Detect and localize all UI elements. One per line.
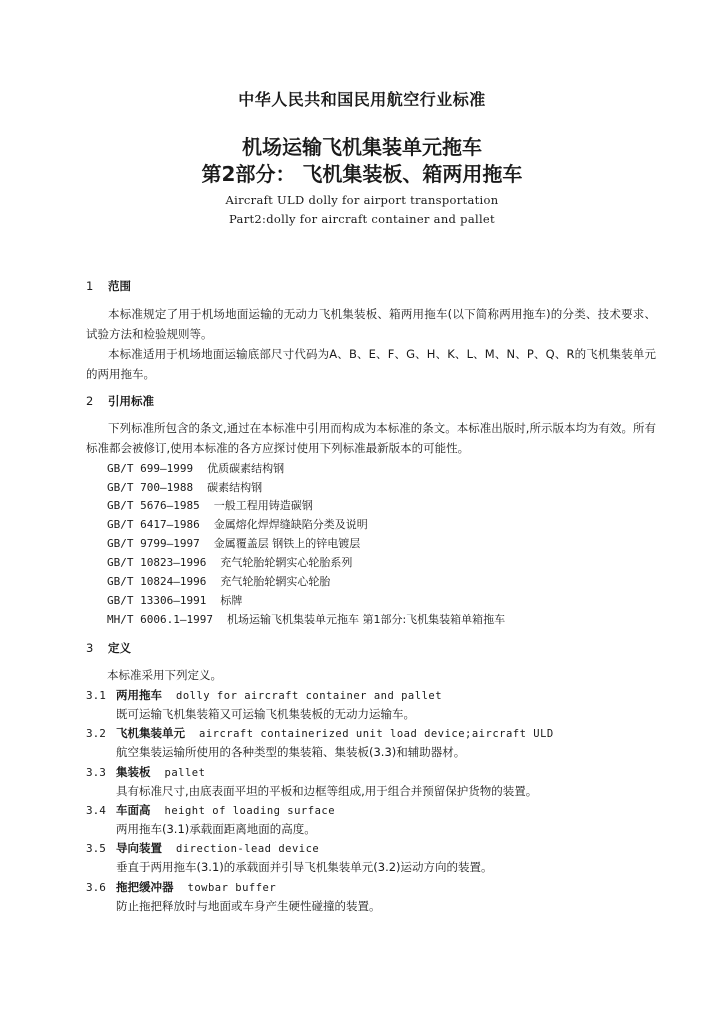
term-definition: 防止拖把释放时与地面或车身产生硬性碰撞的装置。 xyxy=(116,899,381,913)
term-number: 3.1 xyxy=(86,689,106,702)
section-heading-references xyxy=(86,393,154,409)
term-definition: 既可运输飞机集装箱又可运输飞机集装板的无动力运输车。 xyxy=(116,707,415,721)
term-number: 3.6 xyxy=(86,881,106,894)
term-chinese: 集装板 xyxy=(116,765,151,779)
section-title: 引用标准 xyxy=(108,394,155,408)
section-number: 3 xyxy=(86,641,94,655)
scope-paragraph-2: 本标准适用于机场地面运输底部尺寸代码为A、B、E、F、G、H、K、L、M、N、P、Q、R的飞机集装单元的两用拖车。 xyxy=(86,347,656,381)
term-english: dolly for aircraft container and pallet xyxy=(176,690,443,702)
references-paragraph: 下列标准所包含的条文,通过在本标准中引用而构成为本标准的条文。本标准出版时,所示版本均为有效。所有标准都会被修订,使用本标准的各方应探讨使用下列标准最新版本的可能性。 xyxy=(86,421,656,455)
term-heading xyxy=(86,764,205,780)
term-heading xyxy=(86,802,335,818)
term-heading xyxy=(86,879,276,895)
term-chinese: 两用拖车 xyxy=(116,688,162,702)
term-chinese: 拖把缓冲器 xyxy=(116,880,174,894)
term-heading xyxy=(86,725,554,741)
reference-item xyxy=(107,460,284,476)
english-title-line2: Part2:dolly for aircraft container and pallet xyxy=(229,212,495,226)
term-definition: 垂直于两用拖车(3.1)的承载面并引导飞机集装单元(3.2)运动方向的装置。 xyxy=(116,860,493,874)
reference-code: MH/T 6006.1—1997 xyxy=(107,613,213,626)
reference-item xyxy=(107,497,313,513)
reference-title: 优质碳素结构钢 xyxy=(207,462,285,475)
term-number: 3.2 xyxy=(86,727,106,740)
reference-code: GB/T 700—1988 xyxy=(107,481,194,494)
reference-code: GB/T 699—1999 xyxy=(107,462,194,475)
term-english: height of loading surface xyxy=(164,805,336,817)
term-english: aircraft containerized unit load device;aircraft ULD xyxy=(199,728,554,740)
term-english: pallet xyxy=(164,767,206,779)
section-heading-definitions xyxy=(86,640,131,656)
reference-code: GB/T 10823—1996 xyxy=(107,556,207,569)
reference-item xyxy=(107,592,242,608)
document-title-line2: 第2部分： 飞机集装板、箱两用拖车 xyxy=(201,162,523,186)
reference-item xyxy=(107,611,505,627)
scope-paragraph-1: 本标准规定了用于机场地面运输的无动力飞机集装板、箱两用拖车(以下简称两用拖车)的分类、技术要求、试验方法和检验规则等。 xyxy=(86,307,656,341)
term-english: towbar buffer xyxy=(187,882,277,894)
reference-item xyxy=(107,479,262,495)
reference-code: GB/T 6417—1986 xyxy=(107,518,200,531)
reference-item xyxy=(107,554,352,570)
reference-title: 碳素结构钢 xyxy=(207,481,263,494)
reference-item xyxy=(107,516,368,532)
term-heading xyxy=(86,840,319,856)
reference-title: 金属覆盖层 钢铁上的锌电镀层 xyxy=(213,537,361,550)
term-english: direction-lead device xyxy=(176,843,320,855)
term-number: 3.5 xyxy=(86,842,106,855)
term-number: 3.4 xyxy=(86,804,106,817)
reference-title: 充气轮胎轮辋实心轮胎 xyxy=(220,575,331,588)
section-title: 范围 xyxy=(108,279,132,293)
definitions-intro: 本标准采用下列定义。 xyxy=(107,668,222,682)
reference-code: GB/T 13306—1991 xyxy=(107,594,207,607)
reference-item xyxy=(107,573,330,589)
term-definition: 具有标准尺寸,由底表面平坦的平板和边框等组成,用于组合并预留保护货物的装置。 xyxy=(116,784,538,798)
section-number: 2 xyxy=(86,394,94,408)
reference-code: GB/T 10824—1996 xyxy=(107,575,207,588)
section-heading-scope xyxy=(86,278,131,294)
reference-title: 金属熔化焊焊缝缺陷分类及说明 xyxy=(213,518,368,531)
term-chinese: 车面高 xyxy=(116,803,151,817)
english-title-line1: Aircraft ULD dolly for airport transportation xyxy=(225,193,499,207)
term-definition: 两用拖车(3.1)承载面距离地面的高度。 xyxy=(116,822,316,836)
reference-item xyxy=(107,535,360,551)
term-heading xyxy=(86,687,442,703)
term-chinese: 导向装置 xyxy=(116,841,162,855)
reference-title: 充气轮胎轮辋实心轮胎系列 xyxy=(220,556,353,569)
section-title: 定义 xyxy=(108,641,132,655)
standard-category: 中华人民共和国民用航空行业标准 xyxy=(238,90,486,109)
reference-title: 一般工程用铸造碳钢 xyxy=(213,499,313,512)
section-number: 1 xyxy=(86,279,94,293)
term-chinese: 飞机集装单元 xyxy=(116,726,185,740)
reference-code: GB/T 9799—1997 xyxy=(107,537,200,550)
term-definition: 航空集装运输所使用的各种类型的集装箱、集装板(3.3)和辅助器材。 xyxy=(116,745,466,759)
reference-title: 机场运输飞机集装单元拖车 第1部分:飞机集装箱单箱拖车 xyxy=(226,613,506,626)
document-title-line1: 机场运输飞机集装单元拖车 xyxy=(242,135,482,159)
term-number: 3.3 xyxy=(86,766,106,779)
reference-code: GB/T 5676—1985 xyxy=(107,499,200,512)
reference-title: 标牌 xyxy=(220,594,243,607)
